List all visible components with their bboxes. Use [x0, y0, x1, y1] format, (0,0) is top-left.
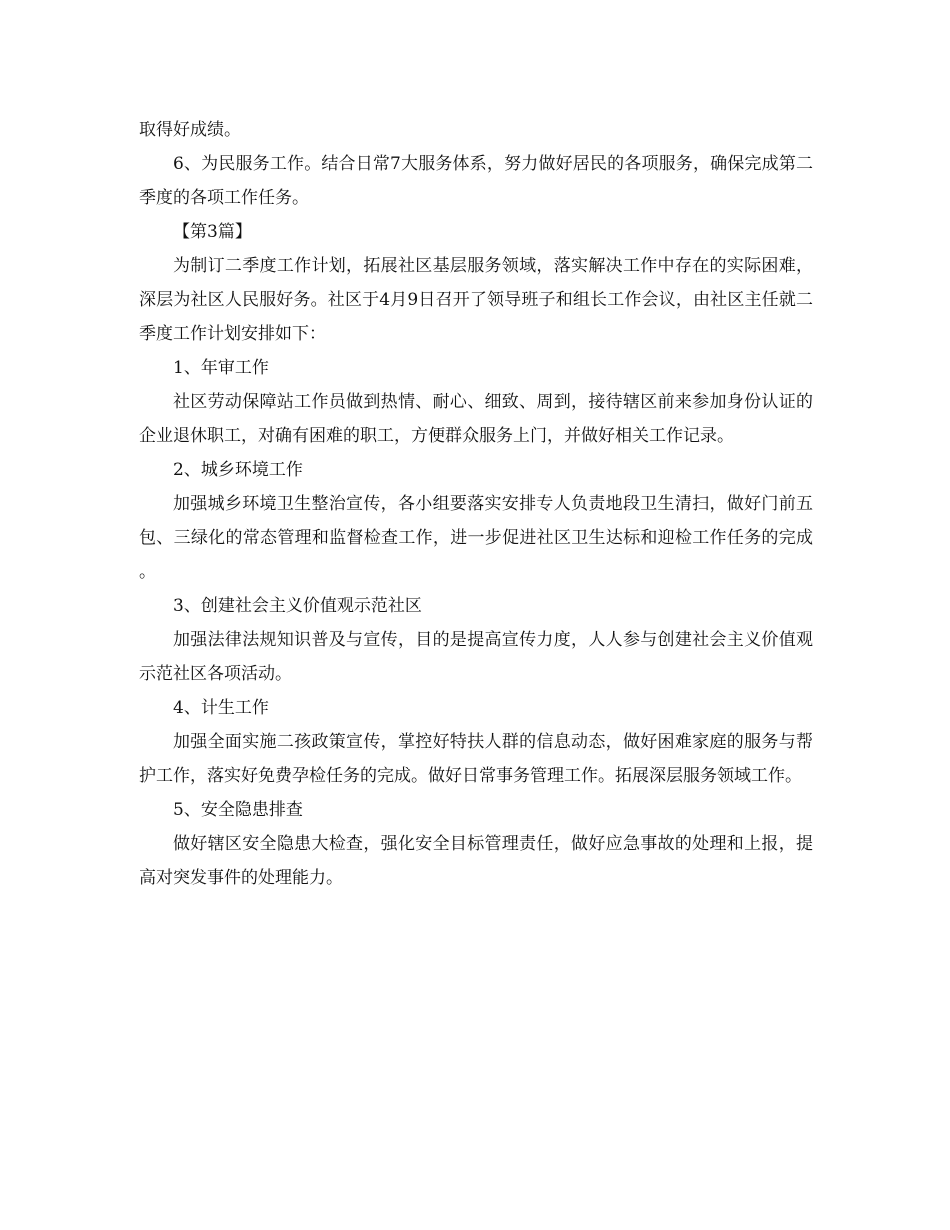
paragraph-family-planning: 加强全面实施二孩政策宣传，掌控好特扶人群的信息动态，做好困难家庭的服务与帮护工作，落实好免费孕检任务的完成。做好日常事务管理工作。拓展深层服务领域工作。	[139, 732, 813, 786]
heading-model-community: 3、创建社会主义价值观示范社区	[173, 596, 422, 616]
paragraph-model-community: 加强法律法规知识普及与宣传，目的是提高宣传力度，人人参与创建社会主义价值观示范社区各项活动。	[139, 630, 813, 684]
paragraph-annual-review: 社区劳动保障站工作员做到热情、耐心、细致、周到，接待辖区前来参加身份认证的企业退休职工，对确有困难的职工，方便群众服务上门，并做好相关工作记录。	[139, 392, 813, 446]
document-page	[139, 113, 813, 895]
item-6-service-work: 6、为民服务工作。结合日常7大服务体系，努力做好居民的各项服务，确保完成第二季度的各项工作任务。	[139, 154, 813, 208]
intro-paragraph: 为制订二季度工作计划，拓展社区基层服务领域，落实解决工作中存在的实际困难，深层为社区人民服好务。社区于4月9日召开了领导班子和组长工作会议，由社区主任就二季度工作计划安排如下：	[139, 256, 813, 344]
heading-family-planning: 4、计生工作	[173, 698, 269, 718]
section-title-part-3: 【第3篇】	[173, 222, 252, 242]
heading-environment: 2、城乡环境工作	[173, 460, 303, 480]
heading-safety-inspection: 5、安全隐患排查	[173, 800, 303, 820]
heading-annual-review: 1、年审工作	[173, 358, 269, 378]
paragraph-environment: 加强城乡环境卫生整治宣传，各小组要落实安排专人负责地段卫生清扫，做好门前五包、三绿化的常态管理和监督检查工作，进一步促进社区卫生达标和迎检工作任务的完成。	[139, 494, 813, 582]
paragraph-continuation: 取得好成绩。	[139, 120, 241, 140]
paragraph-safety-inspection: 做好辖区安全隐患大检查，强化安全目标管理责任，做好应急事故的处理和上报，提高对突发事件的处理能力。	[139, 834, 813, 888]
